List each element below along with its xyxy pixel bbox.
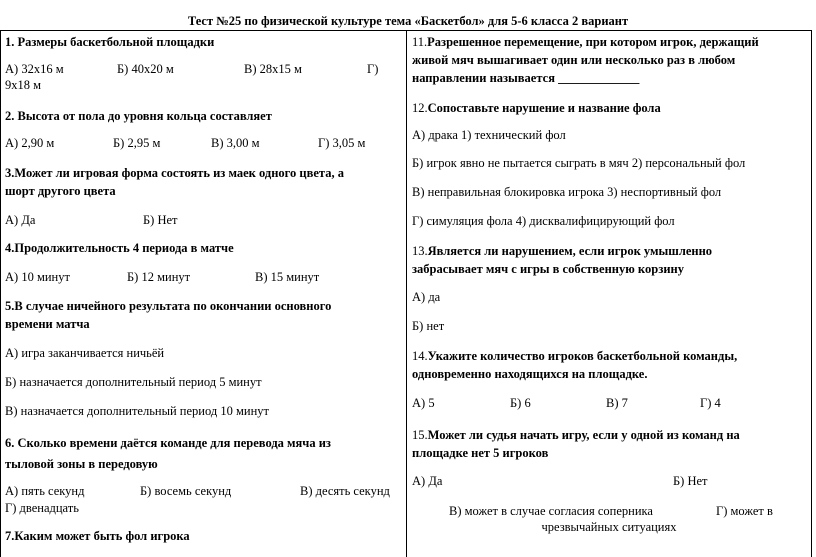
q1-option-d-value: 9х18 м [5, 78, 42, 92]
question-5-line2: времени матча [5, 317, 90, 331]
question-11-text: Разрешенное перемещение, при котором игрок, держащий [427, 35, 759, 49]
question-13-line2: забрасывает мяч с игры в собственную корзину [412, 262, 684, 276]
question-1: 1. Размеры баскетбольной площадки [5, 35, 215, 49]
question-15-line2: площадке нет 5 игроков [412, 446, 549, 460]
question-15-number: 15. [412, 428, 428, 442]
question-14-text: Укажите количество игроков баскетбольной команды, [427, 349, 738, 363]
q1-option-c: В) 28х15 м [244, 62, 302, 76]
q15-option-d-cont: чрезвычайных ситуациях [541, 520, 677, 534]
question-6-line1: 6. Сколько времени даётся команде для перевода мяча из [5, 436, 331, 450]
q4-option-a: А) 10 минут [5, 270, 70, 284]
q1-option-d: Г) [367, 62, 379, 76]
q14-option-d: Г) 4 [700, 396, 721, 410]
q5-option-c: В) назначается дополнительный период 10 минут [5, 404, 269, 418]
q2-option-b: Б) 2,95 м [113, 136, 161, 150]
document-title: Тест №25 по физической культуре тема «Баскетбол» для 5-6 класса 2 вариант [187, 14, 629, 28]
question-5-line1: 5.В случае ничейного результата по окончании основного [5, 299, 332, 313]
question-11-number: 11. [412, 35, 428, 49]
question-14-line2: одновременно находящихся на площадке. [412, 367, 648, 381]
q2-option-c: В) 3,00 м [211, 136, 260, 150]
question-14-number: 14. [412, 349, 428, 363]
question-3-line1: 3.Может ли игровая форма состоять из маек одного цвета, а [5, 166, 344, 180]
question-2: 2. Высота от пола до уровня кольца составляет [5, 109, 272, 123]
question-11-line1 [412, 33, 759, 51]
q15-option-a: А) Да [412, 474, 443, 488]
question-11-line3: направлении называется _____________ [412, 71, 640, 85]
q12-option-c: В) неправильная блокировка игрока 3) неспортивный фол [412, 185, 722, 199]
q14-option-b: Б) 6 [510, 396, 531, 410]
q5-option-b: Б) назначается дополнительный период 5 минут [5, 375, 262, 389]
q15-option-c: В) может в случае согласия соперника [449, 504, 653, 518]
q6-option-c: В) десять секунд [300, 484, 390, 498]
q1-option-a: А) 32х16 м [5, 62, 64, 76]
question-3-line2: шорт другого цвета [5, 184, 116, 198]
q12-option-b: Б) игрок явно не пытается сыграть в мяч 2) персональный фол [412, 156, 746, 170]
q3-option-b: Б) Нет [143, 213, 178, 227]
q13-option-a: А) да [412, 290, 441, 304]
q6-option-a: А) пять секунд [5, 484, 85, 498]
question-12 [412, 99, 661, 117]
question-12-number: 12. [412, 101, 428, 115]
q2-option-d: Г) 3,05 м [318, 136, 366, 150]
question-13-number: 13. [412, 244, 428, 258]
q15-option-b: Б) Нет [673, 474, 708, 488]
q2-option-a: А) 2,90 м [5, 136, 55, 150]
question-13-line1 [412, 242, 712, 260]
question-15-text: Может ли судья начать игру, если у одной из команд на [427, 428, 740, 442]
q6-option-b: Б) восемь секунд [140, 484, 232, 498]
q1-option-b: Б) 40х20 м [117, 62, 174, 76]
q13-option-b: Б) нет [412, 319, 445, 333]
q12-option-d: Г) симуляция фола 4) дисквалифицирующий фол [412, 214, 675, 228]
q5-option-a: А) игра заканчивается ничьёй [5, 346, 165, 360]
q4-option-b: Б) 12 минут [127, 270, 191, 284]
q3-option-a: А) Да [5, 213, 36, 227]
q14-option-c: В) 7 [606, 396, 628, 410]
q4-option-c: В) 15 минут [255, 270, 320, 284]
question-12-text: Сопоставьте нарушение и название фола [427, 101, 661, 115]
question-11-line2: живой мяч вышагивает один или несколько раз в любом [412, 53, 736, 67]
q12-option-a: А) драка 1) технический фол [412, 128, 566, 142]
question-7: 7.Каким может быть фол игрока [5, 529, 190, 543]
question-6-line2: тыловой зоны в передовую [5, 457, 158, 471]
column-divider [406, 30, 407, 557]
question-4: 4.Продолжительность 4 периода в матче [5, 241, 234, 255]
question-15-line1 [412, 426, 740, 444]
question-13-text: Является ли нарушением, если игрок умышленно [427, 244, 713, 258]
q15-option-d: Г) может в [716, 504, 773, 518]
q14-option-a: А) 5 [412, 396, 435, 410]
q6-option-d: Г) двенадцать [5, 501, 79, 515]
question-14-line1 [412, 347, 737, 365]
